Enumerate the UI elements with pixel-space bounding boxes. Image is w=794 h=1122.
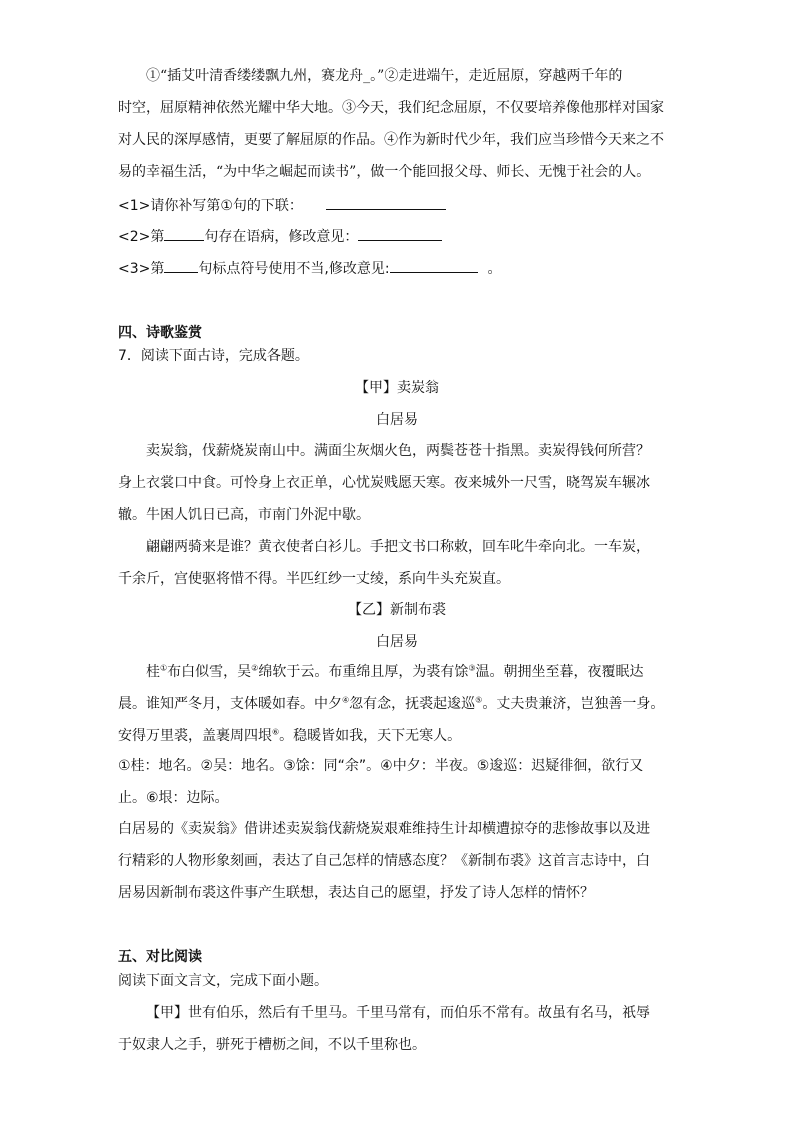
- poem-2-author: 白居易: [376, 634, 418, 650]
- footnote-marker-6: ⑥: [272, 727, 280, 737]
- question-1: [118, 195, 446, 216]
- question-3: [118, 258, 502, 279]
- classical-text-line-1: 【甲】世有伯乐，然后有千里马。千里马常有，而伯乐不常有。故虽有名马，祇辱: [146, 1005, 650, 1021]
- poem-2-line-1-a: 桂: [146, 664, 160, 680]
- poem-1-line-2: 身上衣裳口中食。可怜身上衣正单，心忧炭贱愿天寒。夜来城外一尺雪，晓驾炭车辗冰: [118, 475, 650, 491]
- question-2: [118, 226, 442, 247]
- poem-2-line-3: [118, 726, 461, 746]
- question-2-middle: 句存在语病，修改意见：: [204, 229, 359, 245]
- answer-blank-3a[interactable]: [164, 258, 198, 273]
- poem-2-line-3-b: 。稳暖皆如我，天下无寒人。: [279, 728, 462, 744]
- question-2-prefix: <2>第: [118, 229, 165, 245]
- passage-line-4: 易的幸福生活，“为中华之崛起而读书”，做一个能回报父母、师长、无愧于社会的人。: [118, 164, 651, 180]
- classical-text-line-2: 于奴隶人之手，骈死于槽枥之间，不以千里称也。: [118, 1037, 426, 1053]
- poem-2-line-3-a: 安得万里裘，盖裹周四垠: [118, 728, 272, 744]
- poem-2-line-1-c: 绵软于云。布重绵且厚，为裘有馀: [258, 664, 469, 680]
- question-3-middle: 句标点符号使用不当,修改意见:: [198, 261, 390, 277]
- passage-line-2: 时空，屈原精神依然光耀中华大地。③今天，我们纪念屈原，不仅要培养像他那样对国家: [118, 100, 664, 116]
- notes-line-1: ①桂：地名。②吴：地名。③馀：同“余”。④中夕：半夜。⑤逡巡：迟疑徘徊，欲行又: [118, 758, 644, 774]
- poem-1-line-3: 辙。牛困人饥日已高，市南门外泥中歇。: [118, 507, 370, 523]
- question-3-prefix: <3>第: [118, 261, 165, 277]
- poem-1-line-1: 卖炭翁，伐薪烧炭南山中。满面尘灰烟火色，两鬓苍苍十指黑。卖炭得钱何所营？: [146, 443, 650, 459]
- question-3-end: 。: [487, 261, 502, 277]
- footnote-marker-5: ⑤: [475, 695, 483, 705]
- poem-1-author: 白居易: [376, 412, 418, 428]
- prompt-line-1: 白居易的《卖炭翁》借讲述卖炭翁伐薪烧炭艰难维持生计却横遭掠夺的悲惨故事以及进: [118, 821, 650, 837]
- answer-blank-2a[interactable]: [164, 226, 204, 241]
- passage-line-1: ①“插艾叶清香缕缕飘九州，赛龙舟_。”②走进端午，走近屈原，穿越两千年的: [146, 68, 623, 84]
- poem-2-line-1-d: 温。朝拥坐至暮，夜覆眠达: [475, 664, 644, 680]
- footnote-marker-2: ②: [251, 663, 259, 673]
- answer-blank-2b[interactable]: [358, 226, 442, 241]
- poem-2-line-1-b: 布白似雪，吴: [167, 664, 252, 680]
- prompt-line-3: 居易因新制布裘这件事产生联想，表达自己的愿望，抒发了诗人怎样的情怀？: [118, 885, 594, 901]
- poem-2-line-2-b: 忽有念，抚裘起逡巡: [349, 696, 476, 712]
- answer-blank-1[interactable]: [326, 195, 446, 210]
- poem-1-line-4: 翩翩两骑来是谁？黄衣使者白衫儿。手把文书口称敕，回车叱牛牵向北。一车炭，: [146, 539, 650, 555]
- footnote-marker-3: ③: [468, 663, 476, 673]
- footnote-marker-1: ①: [160, 663, 168, 673]
- prompt-line-2: 行精彩的人物形象刻画，表达了自己怎样的情感态度？《新制布裘》这首言志诗中，白: [118, 853, 650, 869]
- answer-blank-3b[interactable]: [390, 258, 478, 273]
- section-5-heading: 五、对比阅读: [118, 949, 202, 965]
- poem-1-line-5: 千余斤，宫使驱将惜不得。半匹红纱一丈绫，系向牛头充炭直。: [118, 571, 510, 587]
- question-7: 7．阅读下面古诗，完成各题。: [118, 348, 309, 364]
- poem-2-line-2-c: 。丈夫贵兼济，岂独善一身。: [482, 696, 665, 712]
- poem-1-title: 【甲】卖炭翁: [355, 380, 439, 396]
- section-4-heading: 四、诗歌鉴赏: [118, 325, 202, 341]
- question-1-text: <1>请你补写第①句的下联：: [118, 198, 303, 214]
- footnote-marker-4: ④: [342, 695, 350, 705]
- poem-2-line-2: [118, 694, 664, 714]
- passage-line-3: 对人民的深厚感情，更要了解屈原的作品。④作为新时代少年，我们应当珍惜今天来之不: [118, 132, 664, 148]
- poem-2-title: 【乙】新制布裘: [348, 602, 446, 618]
- notes-line-2: 止。⑥垠：边际。: [118, 790, 229, 806]
- poem-2-line-2-a: 晨。谁知严冬月，支体暖如春。中夕: [118, 696, 342, 712]
- poem-2-line-1: [146, 662, 644, 682]
- section-5-instruction: 阅读下面文言文，完成下面小题。: [118, 973, 328, 989]
